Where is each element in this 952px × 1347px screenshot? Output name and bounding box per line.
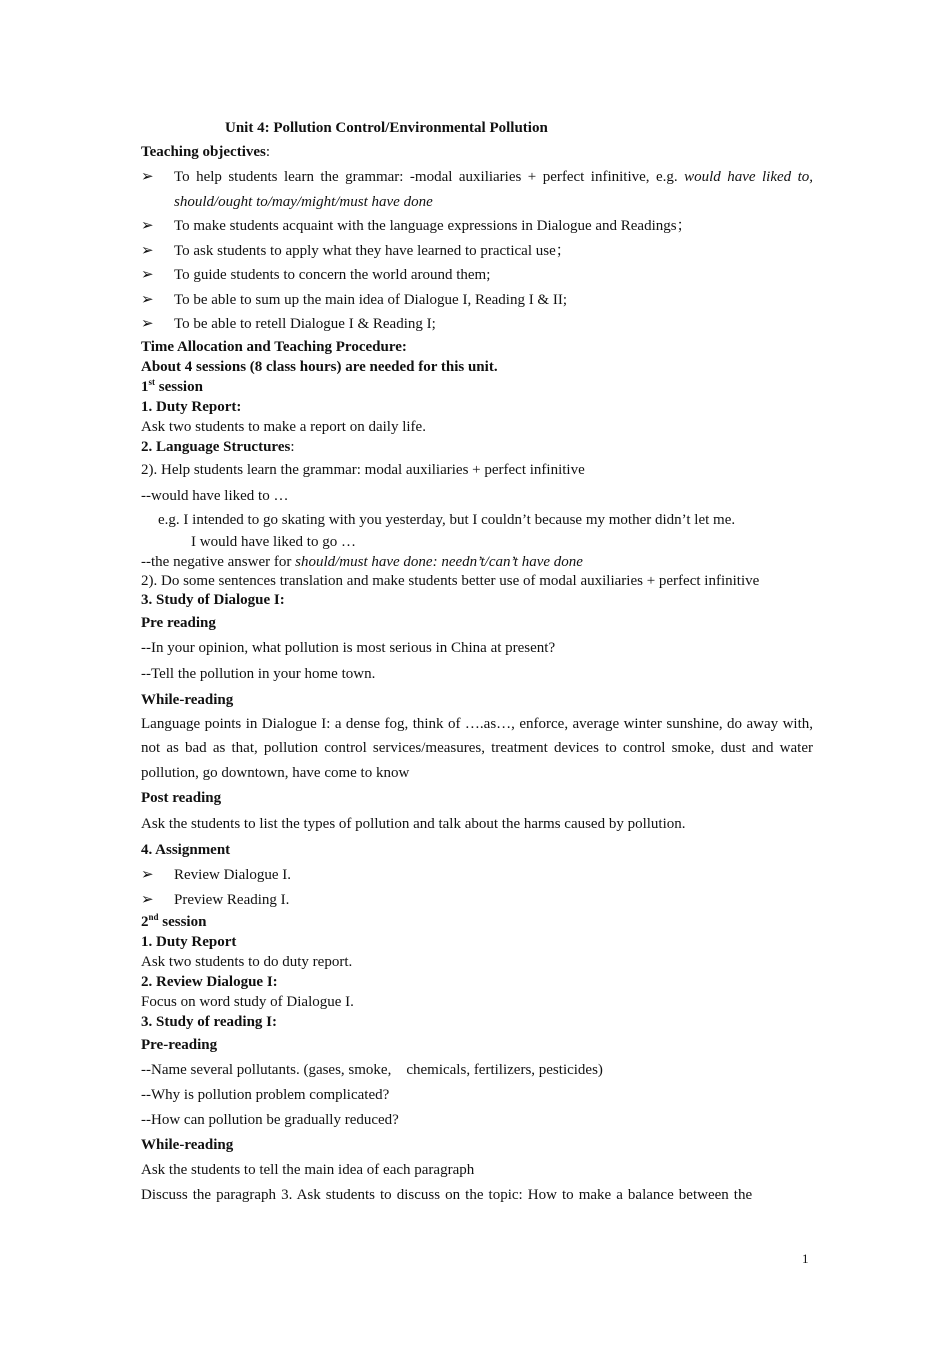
arrow-bullet-icon: ➢ [141, 169, 154, 185]
objectives-heading-line [141, 140, 813, 164]
duty-report-heading: 1. Duty Report [141, 934, 237, 950]
pre-reading-heading: Pre reading [141, 614, 216, 631]
objective-text: To guide students to concern the world around them; [174, 267, 491, 283]
session-ordinal: nd [148, 912, 159, 922]
objective-text: To be able to retell Dialogue I & Reading I; [174, 316, 436, 332]
session-label: session [158, 914, 207, 930]
assignment-heading: 4. Assignment [141, 842, 231, 858]
session-ordinal: st [148, 376, 155, 387]
session-1-heading [141, 377, 813, 397]
objective-item [141, 263, 813, 288]
arrow-bullet-icon: ➢ [141, 267, 154, 283]
example-line-1: e.g. I intended to go skating with you yesterday, but I couldn’t because my mother didn’t let me. [158, 511, 736, 528]
duty-report-text: Ask two students to do duty report. [141, 954, 353, 970]
arrow-bullet-icon: ➢ [141, 891, 154, 908]
pre-reading-heading: Pre-reading [141, 1037, 218, 1053]
allocation-sessions: About 4 sessions (8 class hours) are needed for this unit. [141, 358, 498, 375]
while-reading-task: Ask the students to tell the main idea of each paragraph [141, 1162, 475, 1178]
language-structures-heading [141, 437, 813, 457]
negative-answer-text: --the negative answer for [141, 553, 296, 570]
negative-answer-line [141, 552, 813, 572]
review-dialogue-text: Focus on word study of Dialogue I. [141, 994, 354, 1010]
objective-italic: would have liked to, should/ought to/may/might/must have done [174, 169, 814, 210]
pre-reading-question: --Name several pollutants. (gases, smoke, chemicals, fertilizers, pesticides) [141, 1062, 603, 1078]
duty-report-heading: 1. Duty Report: [141, 398, 242, 415]
objective-text: To be able to sum up the main idea of Dialogue I, Reading I & II; [174, 291, 568, 308]
page-number: 1 [802, 1251, 809, 1266]
post-reading-heading: Post reading [141, 790, 222, 806]
language-points-paragraph [134, 712, 813, 786]
would-have-line: --would have liked to … [141, 487, 289, 504]
arrow-bullet-icon: ➢ [141, 316, 154, 332]
review-dialogue-heading: 2. Review Dialogue I: [141, 974, 278, 990]
assignment-text: Preview Reading I. [174, 891, 290, 908]
objective-text: To ask students to apply what they have learned to practical use； [174, 242, 571, 259]
page-content [141, 116, 813, 1207]
language-structures-colon: : [290, 438, 295, 455]
arrow-bullet-icon: ➢ [141, 291, 154, 308]
reading-study-heading: 3. Study of reading I: [141, 1014, 277, 1030]
objectives-colon: : [265, 144, 271, 160]
arrow-bullet-icon: ➢ [141, 867, 154, 883]
translation-paragraph: 2). Do some sentences translation and make students better use of modal auxiliaries + perfect infinitive [141, 572, 760, 589]
language-points-text: Language points in Dialogue I: a dense fog, think of ….as…, enforce, average winter sunshine, do away with, not as bad as that, pollution control services/measures, treatment devices to control smoke, dust and water pollution, go downtown, have come to know [141, 715, 813, 781]
objective-item [141, 214, 813, 239]
unit-title: Unit 4: Pollution Control/Environmental Pollution [225, 120, 548, 136]
objective-item [141, 239, 813, 264]
language-structures-title: 2. Language Structures [141, 438, 291, 455]
pre-reading-question: --How can pollution be gradually reduced? [141, 1112, 399, 1128]
session-number: 2 [141, 914, 149, 930]
session-number: 1 [141, 378, 149, 395]
objective-text: To make students acquaint with the language expressions in Dialogue and Readings； [174, 218, 692, 234]
pre-reading-question: --In your opinion, what pollution is most serious in China at present? [141, 639, 556, 656]
objective-item [141, 288, 813, 313]
pre-reading-question: --Why is pollution problem complicated? [141, 1087, 390, 1103]
example-line-2: I would have liked to go … [191, 533, 356, 550]
assignment-item [141, 888, 813, 913]
arrow-bullet-icon: ➢ [141, 218, 154, 234]
objective-text: To help students learn the grammar: -modal auxiliaries + perfect infinitive, e.g. [174, 169, 685, 185]
session-2-heading [141, 912, 813, 932]
while-reading-task: Discuss the paragraph 3. Ask students to discuss on the topic: How to make a balance between the [141, 1187, 753, 1203]
while-reading-heading: While-reading [141, 691, 234, 708]
objective-item [141, 165, 813, 214]
while-reading-heading: While-reading [141, 1137, 234, 1153]
objective-item [141, 312, 813, 337]
grammar-line: 2). Help students learn the grammar: modal auxiliaries + perfect infinitive [141, 461, 585, 478]
objectives-heading: Teaching objectives [141, 144, 266, 160]
session-label: session [155, 378, 203, 395]
pre-reading-question: --Tell the pollution in your home town. [141, 665, 376, 682]
dialogue-study-heading: 3. Study of Dialogue I: [141, 591, 285, 608]
allocation-heading: Time Allocation and Teaching Procedure: [141, 338, 407, 355]
assignment-item [141, 863, 813, 888]
duty-report-text: Ask two students to make a report on daily life. [141, 418, 426, 435]
post-reading-text: Ask the students to list the types of pollution and talk about the harms caused by pollution. [141, 816, 686, 832]
assignment-text: Review Dialogue I. [174, 867, 292, 883]
arrow-bullet-icon: ➢ [141, 242, 154, 259]
negative-answer-italic: should/must have done: needn’t/can’t have done [295, 553, 583, 570]
